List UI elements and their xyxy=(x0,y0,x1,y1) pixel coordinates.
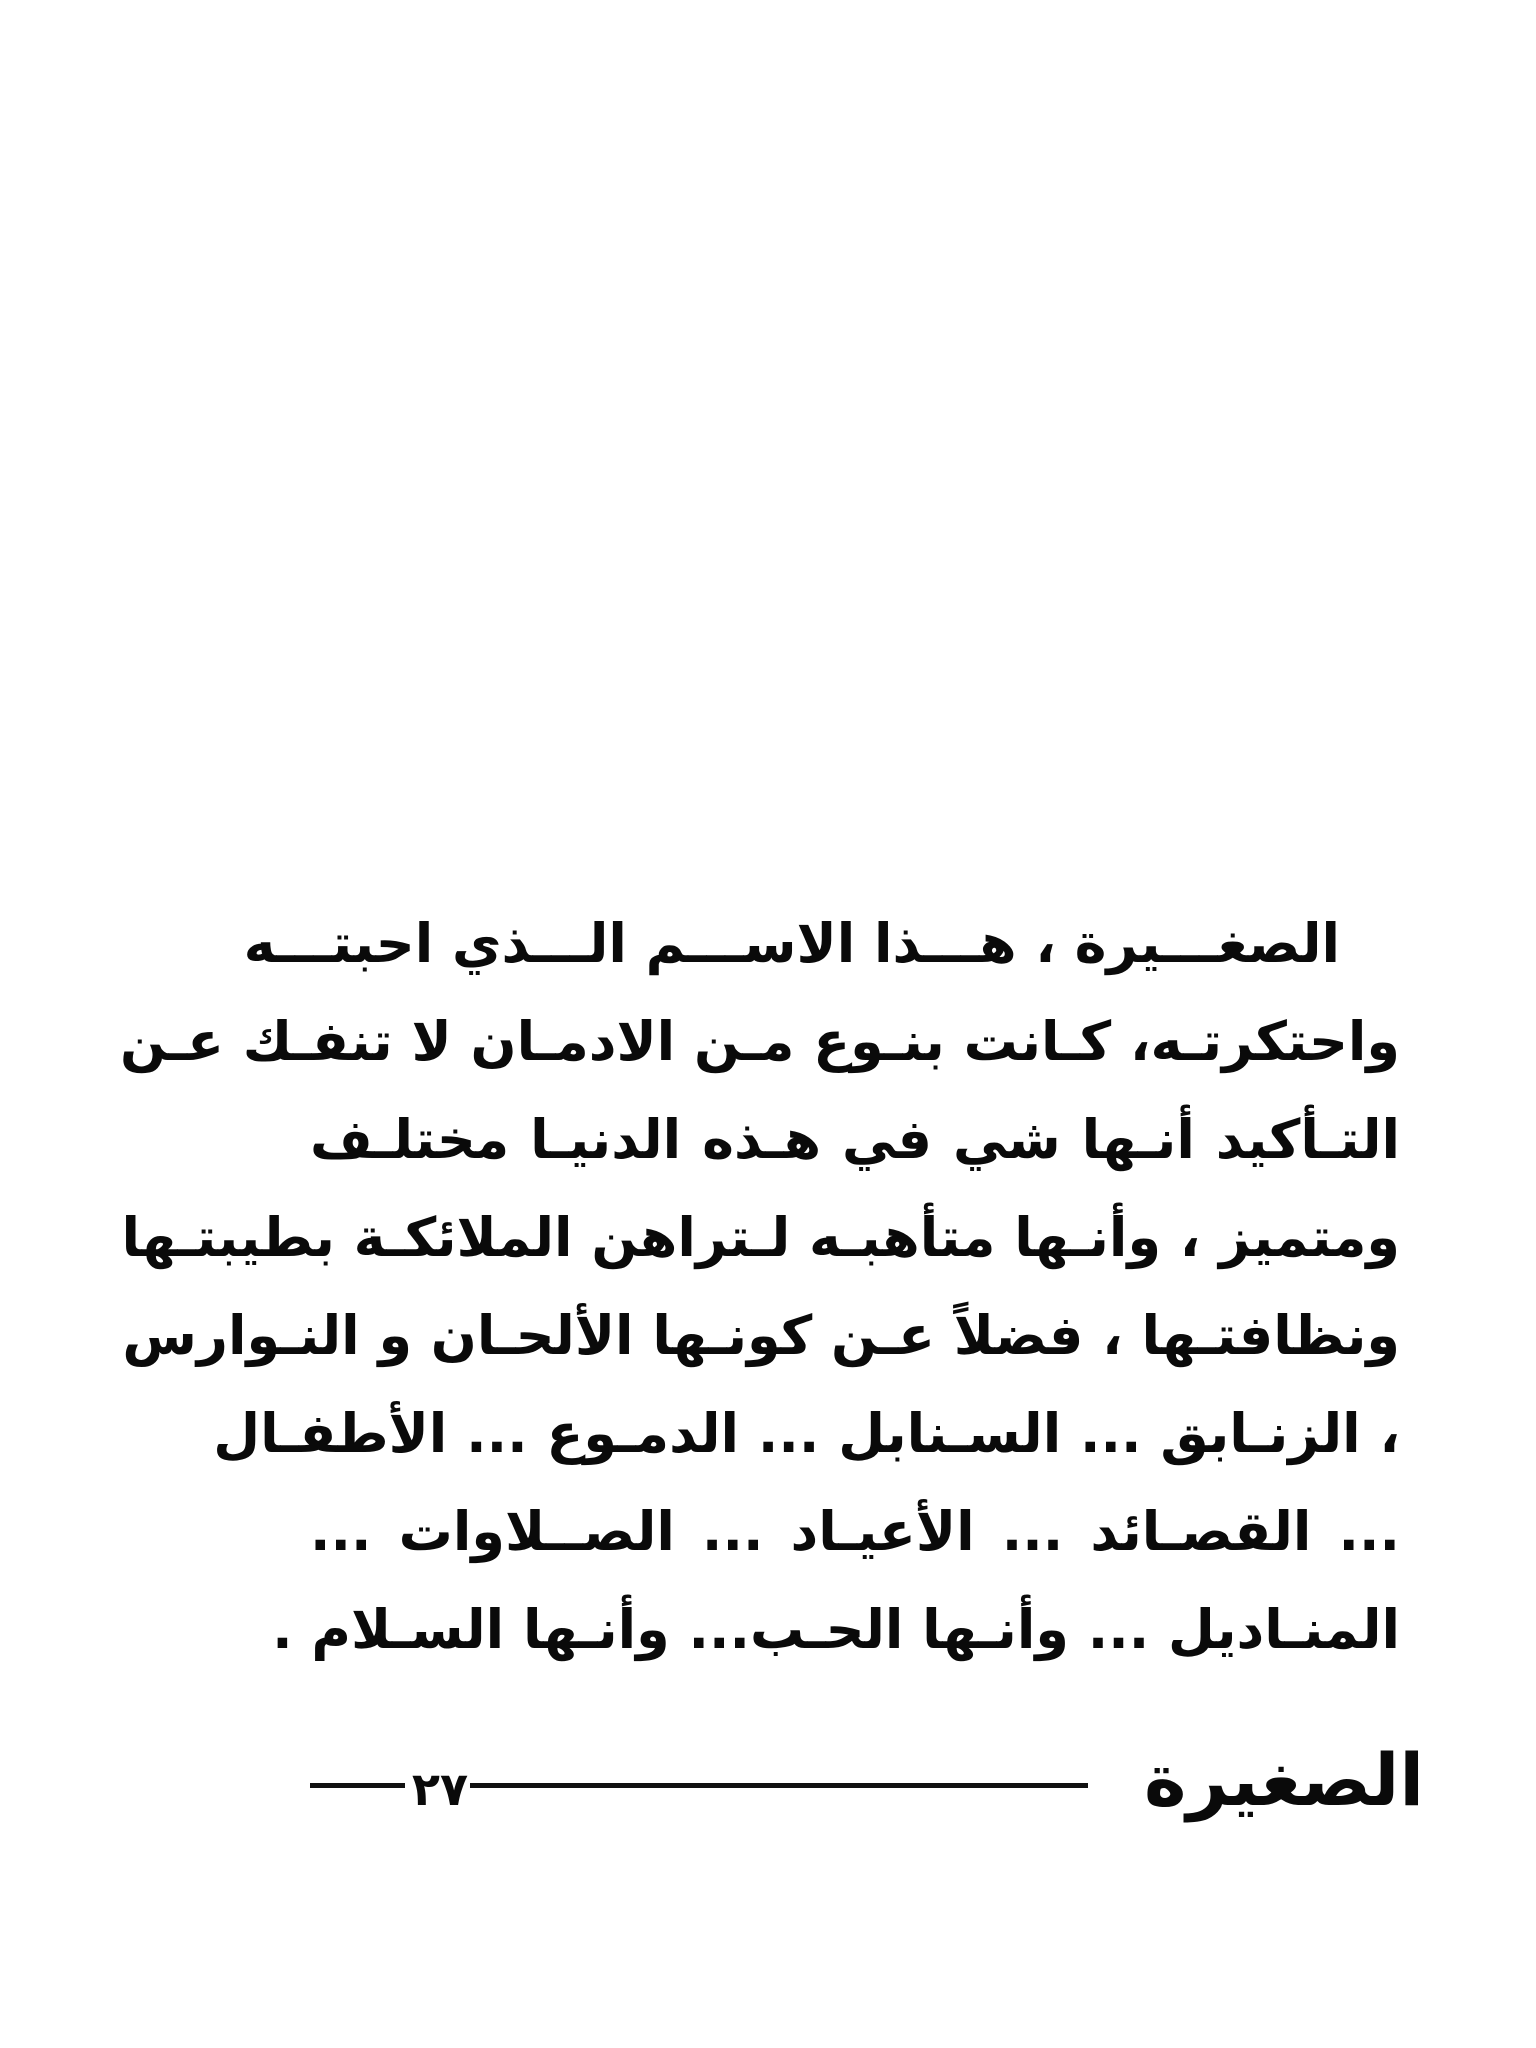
body-paragraph xyxy=(120,895,1400,1679)
text-line: ... القصـائد ... الأعيـاد ... الصــلاوات ... xyxy=(310,1500,1400,1563)
text-line: الصغـــيرة ، هـــذا الاســـم الـــذي احبتـــه xyxy=(243,912,1340,975)
footer-rule-long xyxy=(470,1783,1088,1788)
running-footer-title: الصغيرة xyxy=(1144,1738,1424,1822)
text-line: ونظافتـها ، فضلاً عـن كونـها الألحـان و النـوارس xyxy=(122,1304,1400,1367)
text-line: التـأكيد أنـها شي في هـذه الدنيـا مختلـف xyxy=(310,1108,1400,1171)
footer-rule-short xyxy=(310,1783,405,1788)
text-line: واحتكرتـه، كـانت بنـوع مـن الادمـان لا تنفـك عـن xyxy=(120,1010,1400,1073)
text-line: المنـاديل ... وأنـها الحـب... وأنـها السـلام . xyxy=(272,1598,1400,1661)
text-line: ومتميز ، وأنـها متأهبـه لـتراهن الملائكـة بطيبتـها xyxy=(121,1206,1400,1269)
page-number: ٢٧ xyxy=(411,1762,469,1816)
text-line: ، الزنـابق ... السـنابل ... الدمـوع ... الأطفـال xyxy=(213,1402,1400,1465)
